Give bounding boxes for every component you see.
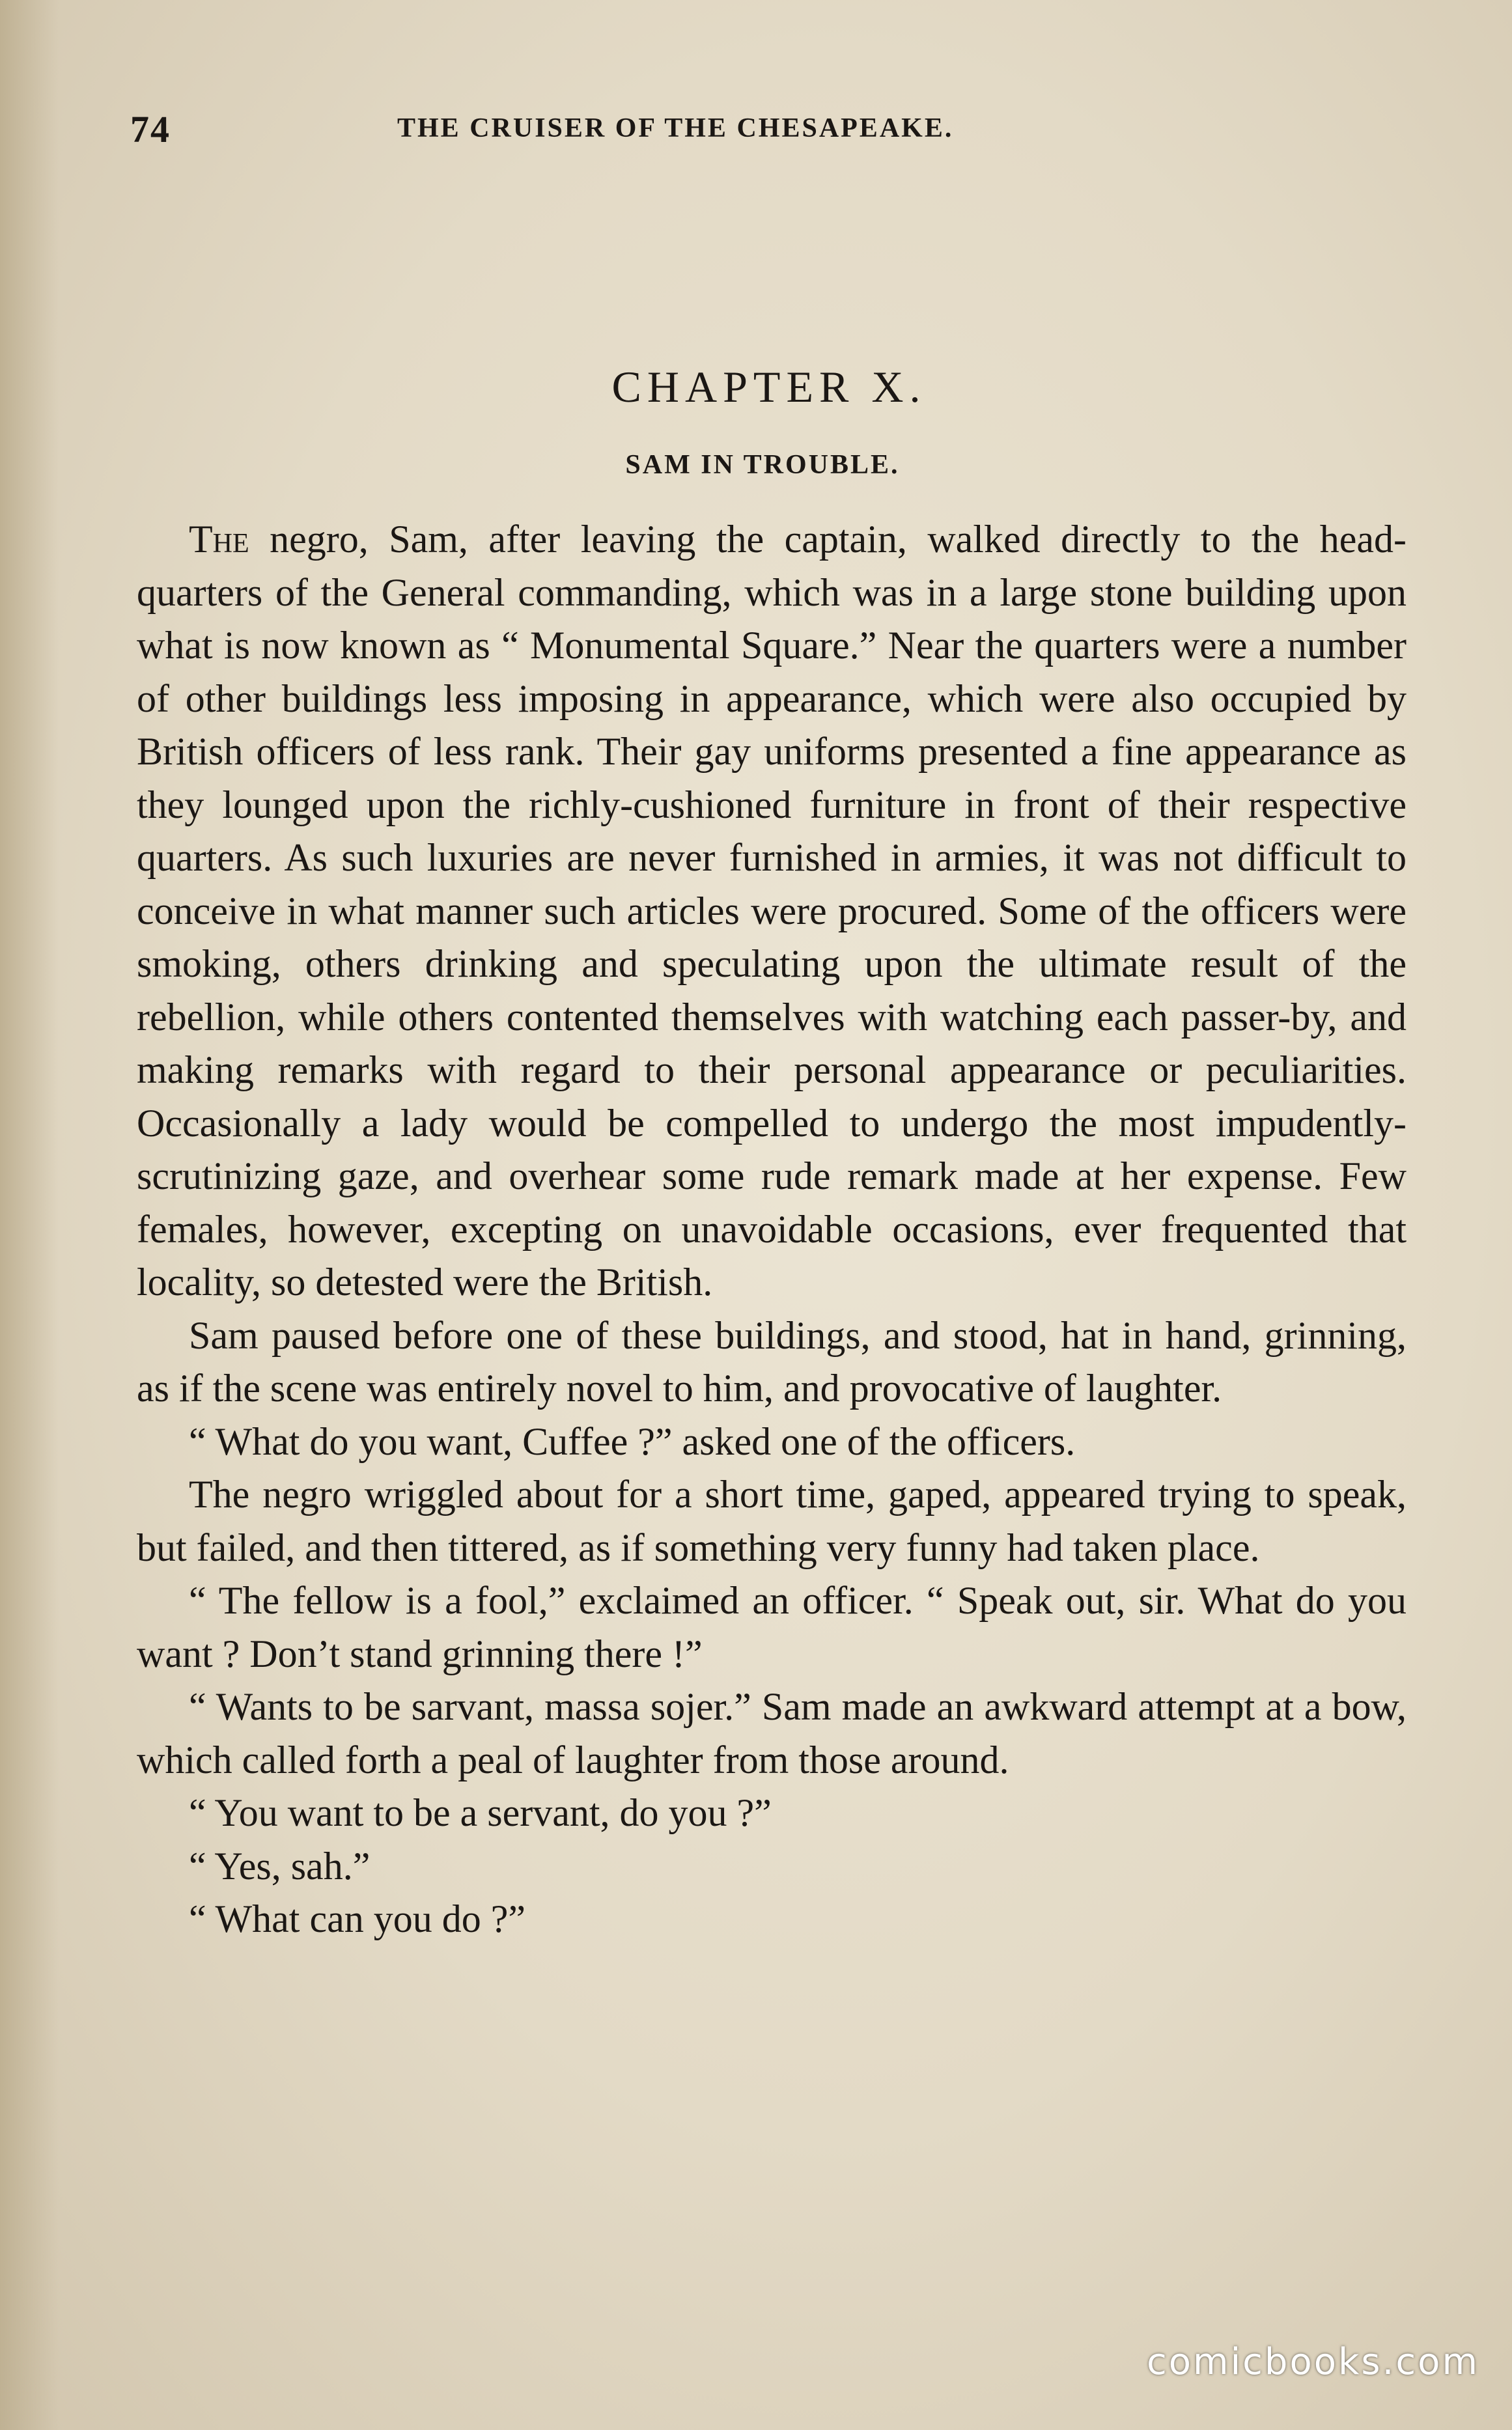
paragraph: “ Wants to be sarvant, massa sojer.” Sam made an awkward attempt at a bow, which called forth a peal of laughter from those around. xyxy=(137,1685,1407,1781)
paragraph: “ Yes, sah.” xyxy=(189,1844,371,1888)
watermark: comicbooks.com xyxy=(1146,2341,1479,2383)
body-text xyxy=(137,513,1407,1946)
chapter-subtitle xyxy=(0,449,1512,481)
paragraph xyxy=(137,513,1407,1309)
chapter-title-text: CHAPTER X. xyxy=(611,362,927,412)
paragraph: “ The fellow is a fool,” exclaimed an officer. “ Speak out, sir. What do you want ? Don’t stand grinning there !” xyxy=(137,1579,1407,1675)
paragraph: Sam paused before one of these buildings, and stood, hat in hand, grinning, as if the scene was entirely novel to him, and provocative of laughter. xyxy=(137,1313,1407,1410)
chapter-subtitle-text: SAM IN TROUBLE. xyxy=(625,450,900,480)
paragraph: “ What do you want, Cuffee ?” asked one of the officers. xyxy=(189,1419,1076,1463)
page-number: 74 xyxy=(130,108,171,150)
paragraph: The negro wriggled about for a short time, gaped, appeared trying to speak, but failed, and then tittered, as if something very funny had taken place. xyxy=(137,1473,1407,1569)
paragraph: “ What can you do ?” xyxy=(189,1897,526,1940)
running-head: THE CRUISER OF THE CHESAPEAKE. xyxy=(397,113,954,143)
page-header xyxy=(130,107,1407,160)
chapter-title xyxy=(0,361,1512,413)
paragraph-text: negro, Sam, after leaving the captain, walked directly to the head-quarters of the General commanding, which was in a large stone building upon what is now known as “ Monumental Square.” Near the quarters were a number of other buildings less imposing in appearance, which were also occupied by British officers of less rank. Their gay uniforms presented a fine appearance as they lounged upon the richly-cushioned furniture in front of their respective quarters. As such luxuries are never furnished in armies, it was not difficult to conceive in what manner such articles were procured. Some of the officers were smoking, others drinking and speculating upon the ultimate result of the rebellion, while others contented themselves with watching each passer-by, and making remarks with regard to their personal appearance or peculiarities. Occasionally a lady would be compelled to undergo the most impudently-scrutinizing gaze, and overhear some rude remark made at her expense. Few females, however, excepting on unavoidable occasions, ever frequented that locality, so detested were the British. xyxy=(137,518,1407,1304)
opening-word: The xyxy=(189,518,249,561)
paragraph: “ You want to be a servant, do you ?” xyxy=(189,1791,772,1834)
